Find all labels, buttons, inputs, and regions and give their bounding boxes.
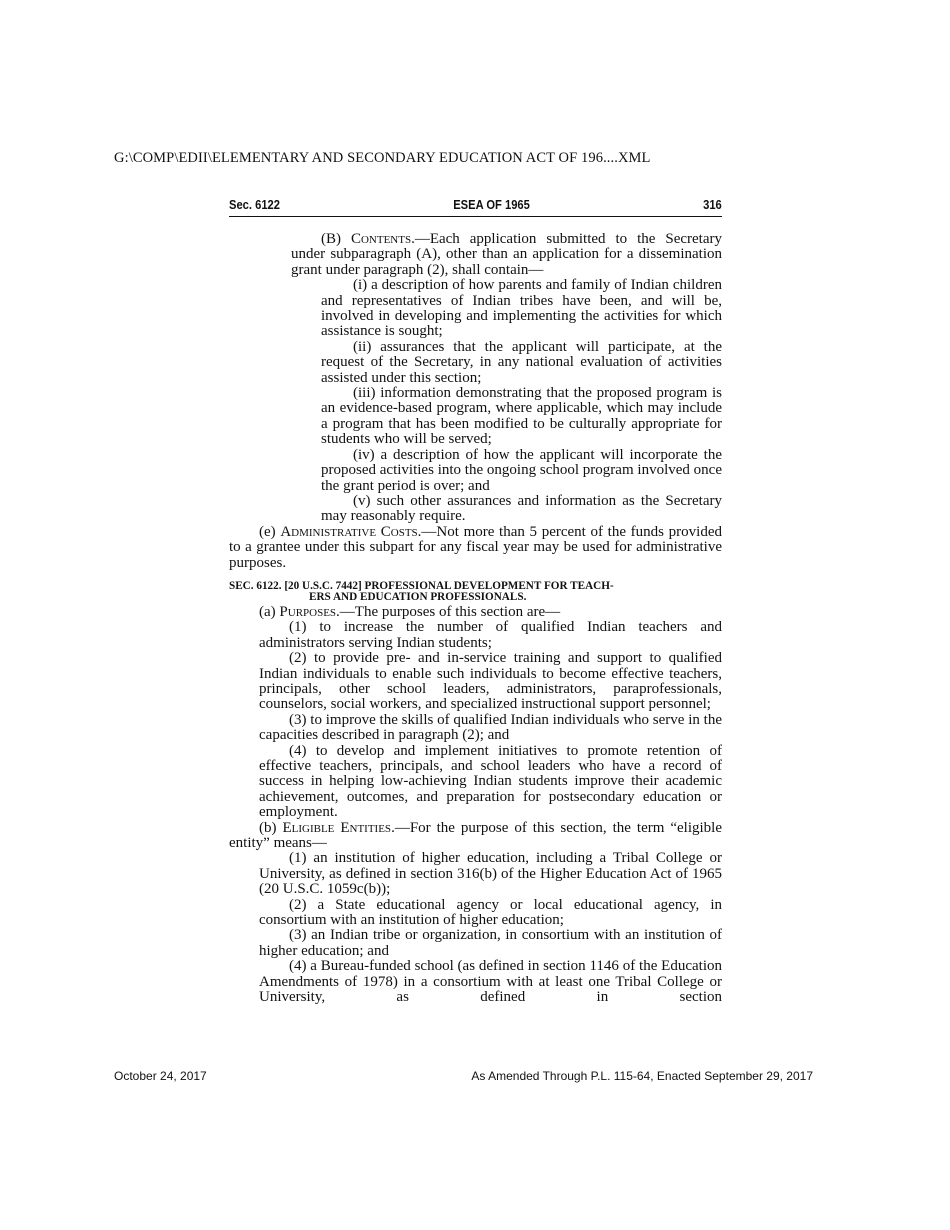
clause-iii: (iii) information demonstrating that the proposed program is an evidence-based program, where applicable, which may include a program that has been modified to be culturally appropriate for students who will be served; (321, 385, 722, 448)
paragraph-heading: Purposes (279, 603, 337, 620)
document-body (229, 232, 722, 1006)
running-head-page-number: 316 (703, 197, 722, 212)
subsection-b-eligible-entities (229, 821, 722, 852)
clause-i: (i) a description of how parents and family of Indian children and representatives of Indian tribes have been, and will be, involved in developing and implementing the activities for which assistance is sought; (321, 277, 722, 340)
paragraph-e-administrative-costs (229, 525, 722, 571)
paragraph-text: .—Not more than 5 percent of the funds provided to a grantee under this subpart for any fiscal year may be used for administrative purposes. (229, 523, 722, 571)
clause-v: (v) such other assurances and information as the Secretary may reasonably require. (321, 492, 722, 525)
footer-amended-note: As Amended Through P.L. 115-64, Enacted September 29, 2017 (471, 1069, 813, 1083)
clause-ii: (ii) assurances that the applicant will participate, at the request of the Secretary, in any national evaluation of activities assisted under this section; (321, 338, 722, 386)
paragraph-label: (a) (259, 603, 280, 620)
paragraph-label: (e) (259, 523, 281, 540)
eligible-entity-3: (3) an Indian tribe or organization, in consortium with an institution of higher education; and (259, 927, 722, 959)
purpose-1: (1) to increase the number of qualified Indian teachers and administrators serving Indian students; (259, 619, 722, 651)
running-head-title: ESEA OF 1965 (453, 197, 530, 212)
paragraph-text: .—The purposes of this section are— (336, 603, 561, 620)
paragraph-label: (B) (321, 231, 351, 247)
paragraph-label: (b) (259, 819, 283, 836)
paragraph-heading: Contents (350, 231, 412, 247)
eligible-entity-1: (1) an institution of higher education, including a Tribal College or University, as defined in section 316(b) of the Higher Education Act of 1965 (20 U.S.C. 1059c(b)); (259, 850, 722, 898)
header-rule (229, 216, 722, 217)
clause-iv: (iv) a description of how the applicant will incorporate the proposed activities into the ongoing school program involved once the grant period is over; and (321, 446, 722, 494)
section-heading-line2: ERS AND EDUCATION PROFESSIONALS. (309, 590, 527, 603)
file-path: G:\COMP\EDII\ELEMENTARY AND SECONDARY EDUCATION ACT OF 196....XML (114, 150, 651, 166)
eligible-entity-2: (2) a State educational agency or local educational agency, in consortium with an institution of higher education; (259, 896, 722, 929)
running-head-section: Sec. 6122 (229, 197, 280, 212)
running-head (229, 197, 722, 215)
paragraph-heading: Administrative Costs (280, 523, 418, 540)
purpose-3: (3) to improve the skills of qualified Indian individuals who serve in the capacities described in paragraph (2); and (259, 711, 722, 744)
paragraph-text: .—For the purpose of this section, the term “eligible entity” means— (229, 819, 723, 852)
footer-date: October 24, 2017 (114, 1069, 207, 1083)
section-heading (229, 581, 722, 603)
subsection-a-purposes (229, 605, 722, 620)
section-heading-line1: SEC. 6122. [20 U.S.C. 7442] PROFESSIONAL DEVELOPMENT FOR TEACH- (229, 579, 614, 592)
paragraph-text: .—Each application submitted to the Secretary under subparagraph (A), other than an application for a dissemination grant under paragraph (2), shall contain— (291, 231, 722, 278)
paragraph-b-contents (229, 232, 722, 278)
eligible-entity-4: (4) a Bureau-funded school (as defined in section 1146 of the Education Amendments of 1978) in a consortium with at least one Tribal College or University, as defined in section (259, 958, 722, 1006)
purpose-4: (4) to develop and implement initiatives to promote retention of effective teachers, principals, and school leaders who have a record of success in helping low-achieving Indian students improve their academic achievement, outcomes, and preparation for postsecondary education or employment. (259, 742, 722, 821)
paragraph-heading: Eligible Entities (282, 819, 392, 836)
purpose-2: (2) to provide pre- and in-service training and support to qualified Indian individuals to enable such individuals to become effective teachers, principals, other school leaders, administrators, paraprofessionals, counselors, social workers, and specialized instructional support personnel; (259, 650, 722, 713)
